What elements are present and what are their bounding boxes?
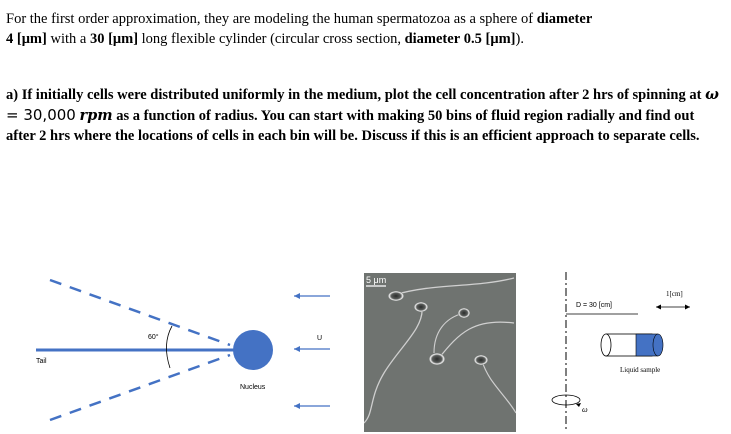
tail-diameter-unit: [μm] xyxy=(485,31,516,47)
sperm-head-2 xyxy=(414,302,428,312)
omega-label: ω xyxy=(582,405,588,414)
nucleus-label: Nucleus xyxy=(240,384,266,391)
velocity-label: U xyxy=(317,335,323,342)
angle-label: 60° xyxy=(148,334,159,341)
sphere-diameter-value: 4 xyxy=(6,31,14,47)
part-a-text-1: a) If initially cells were distributed uniformly in the medium, plot the cell concentration after 2 hrs of spinning at xyxy=(6,87,706,103)
rpm-value: 30,000 xyxy=(23,106,76,124)
rpm-unit: rpm xyxy=(79,107,113,124)
flow-arrowhead-middle xyxy=(294,346,300,352)
cone-lower-line xyxy=(50,355,230,420)
sperm-head-3 xyxy=(458,308,470,318)
tail-length-unit: [μm] xyxy=(108,31,139,47)
liquid-end xyxy=(653,334,663,356)
micrograph-background xyxy=(364,273,516,432)
tube-cap xyxy=(601,334,611,356)
part-a-question xyxy=(6,84,722,146)
tail-length-value: 30 xyxy=(89,31,105,47)
intro-text-i: ). xyxy=(515,31,524,47)
angle-arc xyxy=(166,326,172,368)
scale-bar-label: 5 μm xyxy=(366,275,387,285)
flow-arrowhead-top xyxy=(294,293,300,299)
intro-text-f: long flexible cylinder (circular cross section, xyxy=(138,31,405,47)
cone-upper-line xyxy=(50,280,230,345)
sperm-micrograph xyxy=(364,273,516,432)
nucleus-sphere xyxy=(233,330,273,370)
intro-text-a: For the first order approximation, they are modeling the human spermatozoa as a sphere of xyxy=(6,11,537,27)
sample-label: Liquid sample xyxy=(620,366,661,374)
width-arrowhead-left xyxy=(656,305,661,310)
intro-diameter-word: diameter xyxy=(536,11,593,27)
flow-arrowhead-bottom xyxy=(294,403,300,409)
equals-sign: = xyxy=(6,106,24,124)
part-a-text-2: as a function of radius. You can start with making 50 bins of fluid region radially and find out after 2 hrs where the locations of cells in each bin will be. Discuss if this is an efficient approach to separate cells. xyxy=(6,108,700,144)
sperm-head-4 xyxy=(429,353,445,365)
sperm-head-5 xyxy=(474,355,488,365)
diameter-label: D = 30 [cm] xyxy=(576,302,612,309)
intro-diameter-word-2: diameter xyxy=(404,31,461,47)
sperm-head-1 xyxy=(388,291,404,301)
problem-statement xyxy=(6,9,722,49)
centrifuge-diagram xyxy=(540,272,730,432)
width-arrowhead-right xyxy=(685,305,690,310)
width-label: 1[cm] xyxy=(666,290,683,298)
tail-label: Tail xyxy=(36,358,47,365)
sphere-diameter-unit: [μm] xyxy=(16,31,47,47)
sperm-model-diagram xyxy=(30,270,340,430)
omega-symbol: ω xyxy=(705,86,719,103)
tail-diameter-value: 0.5 xyxy=(463,31,482,47)
intro-text-d: with a xyxy=(46,31,90,47)
